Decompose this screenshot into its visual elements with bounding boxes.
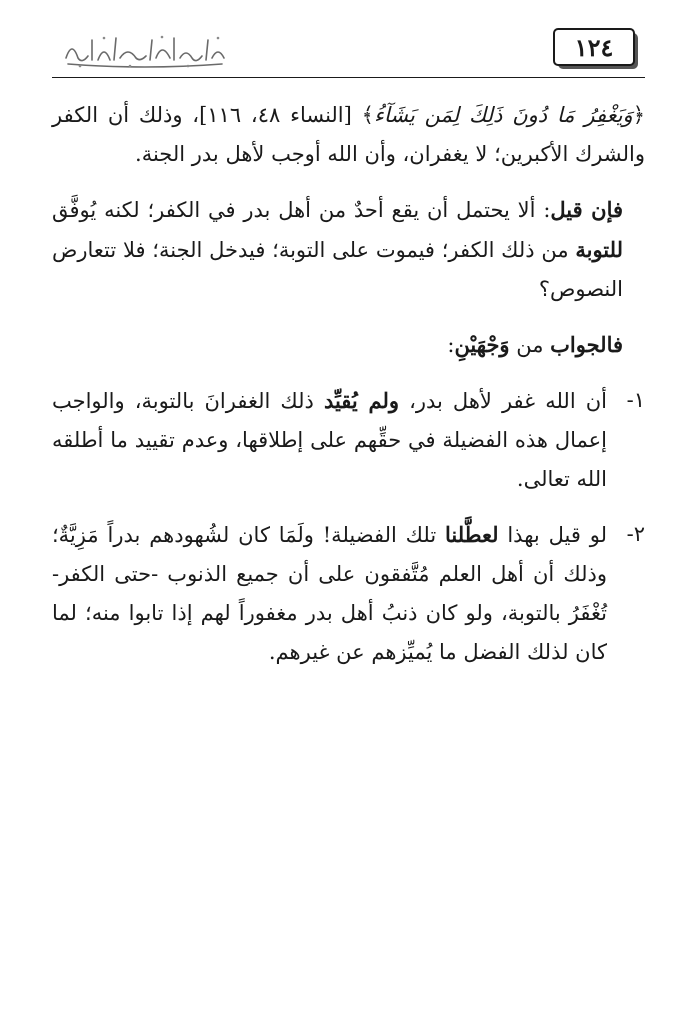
- page-number: ١٢٤: [553, 28, 635, 66]
- list-text-part: ذلك الغفرانَ بالتوبة، والواجب إعمال هذه الفضيلة في حقِّهم على إطلاقها، وعدم تقييد ما أطلقه الله تعالى.: [52, 389, 607, 491]
- quran-verse-close: ﴾: [361, 103, 374, 127]
- bold-term: ولم يُقيِّد: [323, 388, 399, 413]
- list-item-2: [52, 515, 645, 672]
- paragraph-answer-intro: [52, 325, 645, 365]
- list-text-part: لو قيل بهذا: [498, 523, 607, 547]
- list-text: [52, 515, 607, 672]
- page-header: [52, 22, 645, 80]
- verse-reference: [النساء ٤٨، ١١٦]: [199, 103, 352, 127]
- book-title-logo: [58, 30, 230, 70]
- answer-lead: فالجواب: [550, 332, 623, 357]
- paragraph-text: من: [509, 333, 551, 357]
- paragraph-objection: [52, 190, 645, 309]
- list-text-part: تلك الفضيلة! ولَمَا كان لشُهودهم بدراً مَزِيَّةٌ؛ وذلك أن أهل العلم مُتَّفقون على أن جميع الذنوب -حتى الكفر- تُغْفَرُ بالتوبة، ولو كان ذنبُ أهل بدر مغفوراً لهم إذا تابوا منه؛ لما كان لذلك الفضل ما يُميِّزهم عن غيرهم.: [52, 523, 607, 664]
- list-text: [52, 381, 607, 499]
- paragraph-text: ، وذلك أن الكفر والشرك الأكبرين؛ لا يغفران، وأن الله أوجب لأهل بدر الجنة.: [52, 103, 645, 166]
- quran-verse-open: ﴿: [632, 103, 645, 127]
- calligraphy-logo-icon: [58, 30, 230, 70]
- quran-verse: وَيَغْفِرُ مَا دُونَ ذَلِكَ لِمَن يَشَآءُ: [373, 103, 633, 127]
- objection-lead: فإن قيل: [550, 197, 623, 222]
- bold-term: لعطَّلنا: [445, 522, 499, 547]
- page-body: [52, 96, 645, 688]
- paragraph-text: من ذلك الكفر؛ فيموت على التوبة؛ فيدخل الجنة؛ فلا تتعارض النصوص؟: [52, 238, 623, 301]
- bold-term: وَجْهَيْنِ: [454, 332, 510, 357]
- header-divider: [52, 77, 645, 78]
- page-number-box: [553, 28, 639, 70]
- paragraph-text: :: [447, 333, 455, 357]
- list-text-part: أن الله غفر لأهل بدر،: [399, 389, 607, 413]
- paragraph-text: : ألا يحتمل أن يقع أحدٌ من أهل بدر في الكفر؛ لكنه يُوفَّق: [52, 198, 551, 222]
- bold-term: للتوبة: [575, 237, 623, 262]
- list-item-1: [52, 381, 645, 499]
- list-number: ٢-: [626, 522, 645, 546]
- list-number: ١-: [626, 388, 645, 412]
- paragraph-verse: [52, 96, 645, 174]
